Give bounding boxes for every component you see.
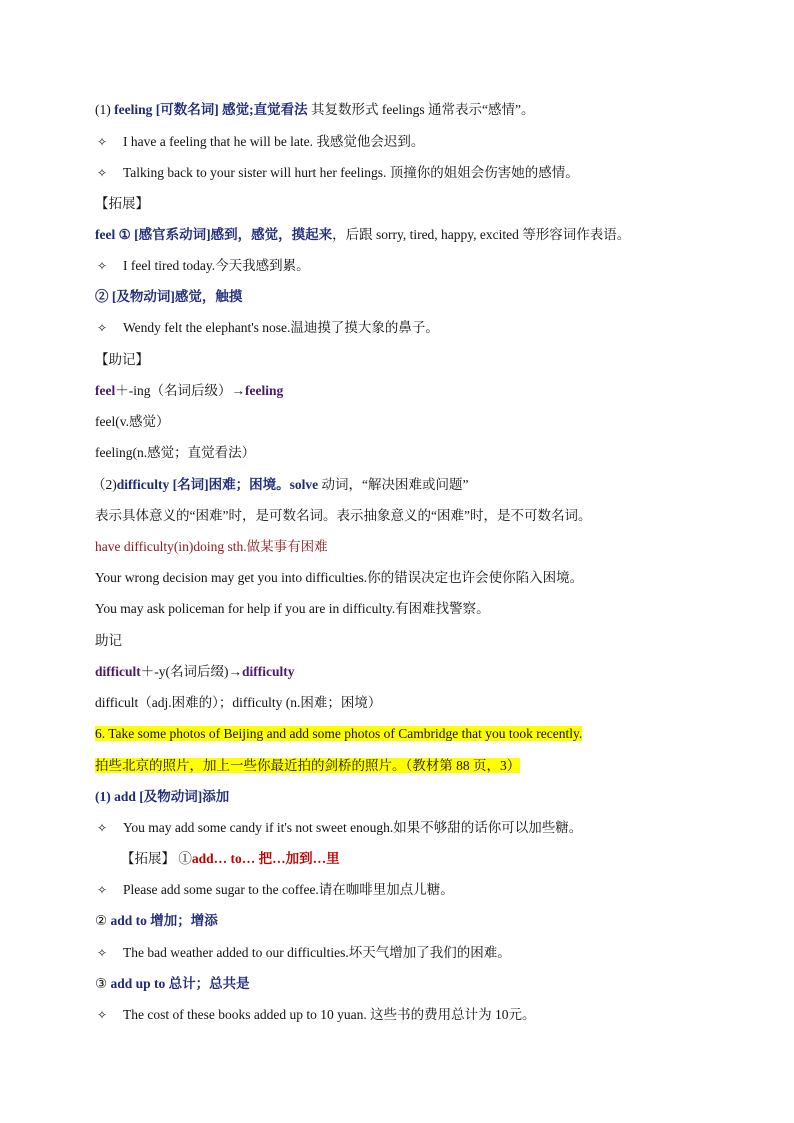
example-sentence: I have a feeling that he will be late. 我感觉他会迟到。 xyxy=(123,134,425,149)
root-word: difficult xyxy=(95,664,141,679)
section-heading-mnemonic: 【助记】 xyxy=(95,352,149,367)
bullet-icon: ✧ xyxy=(96,321,108,335)
phrase-add-to: add… to… 把…加到…里 xyxy=(191,851,340,866)
mnemonic-line: feeling(n.感觉；直觉看法） xyxy=(95,445,256,460)
circled-number: ② xyxy=(95,913,111,928)
bullet-icon: ✧ xyxy=(96,883,108,897)
phrase-term: add to 增加；增添 xyxy=(110,913,218,928)
sentence-6-english xyxy=(95,724,582,744)
phrase-term: add up to 总计；总共是 xyxy=(110,976,250,991)
circled-number: ③ xyxy=(95,976,111,991)
usage-note: 表示具体意义的“困难”时，是可数名词。表示抽象意义的“困难”时，是不可数名词。 xyxy=(95,508,592,523)
mnemonic-formula xyxy=(95,662,295,682)
difficulty-note: 动词，“解决困难或问题” xyxy=(318,477,469,492)
extension-label: 【拓展】 ① xyxy=(121,851,192,866)
mnemonic-formula xyxy=(95,381,283,401)
phrase-add-up-to xyxy=(95,974,250,994)
section-heading-mnemonic: 助记 xyxy=(95,633,122,648)
highlighted-text: 6. Take some photos of Beijing and add some photos of Cambridge that you took recently. xyxy=(95,726,583,741)
add-definition: (1) add [及物动词]添加 xyxy=(95,789,230,804)
feel-definition xyxy=(95,225,630,245)
feel-sense-2: ② [及物动词]感觉，触摸 xyxy=(95,289,243,304)
item-number: （2) xyxy=(92,477,117,492)
bullet-icon: ✧ xyxy=(96,166,108,180)
root-word: feel xyxy=(95,383,116,398)
sentence-6-chinese xyxy=(95,756,520,776)
phrase-have-difficulty: have difficulty(in)doing sth.做某事有困难 xyxy=(95,539,328,554)
suffix-note: ＋-ing（名词后级）→ xyxy=(115,383,245,398)
feeling-note: 其复数形式 feelings 通常表示“感情”。 xyxy=(307,102,535,117)
example-sentence: Please add some sugar to the coffee.请在咖啡里加点儿糖。 xyxy=(123,882,454,897)
derived-word: feeling xyxy=(244,383,284,398)
feel-note: ，后跟 sorry, tired, happy, excited 等形容词作表语。 xyxy=(332,227,631,242)
phrase-add-to-increase xyxy=(95,911,218,931)
example-sentence: The cost of these books added up to 10 yuan. 这些书的费用总计为 10元。 xyxy=(123,1007,536,1022)
feel-sense-1: ① [感官系动词]感到，感觉，摸起来 xyxy=(118,227,333,242)
bullet-icon: ✧ xyxy=(96,946,108,960)
feel-term: feel xyxy=(95,227,119,242)
derived-word: difficulty xyxy=(242,664,295,679)
section-heading-extension: 【拓展】 xyxy=(95,196,149,211)
example-sentence: Your wrong decision may get you into difficulties.你的错误决定也许会使你陷入困境。 xyxy=(95,570,584,585)
difficulty-term: difficulty [名词]困难；困境。solve xyxy=(116,477,319,492)
add-extension xyxy=(121,849,340,869)
example-sentence: Talking back to your sister will hurt her feelings. 顶撞你的姐姐会伤害她的感情。 xyxy=(123,165,579,180)
example-sentence: Wendy felt the elephant's nose.温迪摸了摸大象的鼻子。 xyxy=(123,320,439,335)
difficulty-definition xyxy=(92,475,468,495)
bullet-icon: ✧ xyxy=(96,135,108,149)
feeling-definition xyxy=(95,100,534,120)
item-number: (1) xyxy=(95,102,115,117)
feeling-term: feeling [可数名词] 感觉;直觉看法 xyxy=(114,102,308,117)
bullet-icon: ✧ xyxy=(96,821,108,835)
suffix-note: ＋-y(名词后缀)→ xyxy=(140,664,242,679)
mnemonic-line: feel(v.感觉） xyxy=(95,414,170,429)
example-sentence: The bad weather added to our difficulties.坏天气增加了我们的困难。 xyxy=(123,945,511,960)
highlighted-text: 拍些北京的照片，加上一些你最近拍的剑桥的照片。（教材第 88 页，3） xyxy=(95,758,521,773)
mnemonic-line: difficult（adj.困难的）；difficulty (n.困难；困境） xyxy=(95,695,382,710)
example-sentence: You may add some candy if it's not sweet enough.如果不够甜的话你可以加些糖。 xyxy=(123,820,583,835)
bullet-icon: ✧ xyxy=(96,1008,108,1022)
example-sentence: I feel tired today.今天我感到累。 xyxy=(123,258,310,273)
example-sentence: You may ask policeman for help if you are in difficulty.有困难找警察。 xyxy=(95,601,490,616)
bullet-icon: ✧ xyxy=(96,259,108,273)
